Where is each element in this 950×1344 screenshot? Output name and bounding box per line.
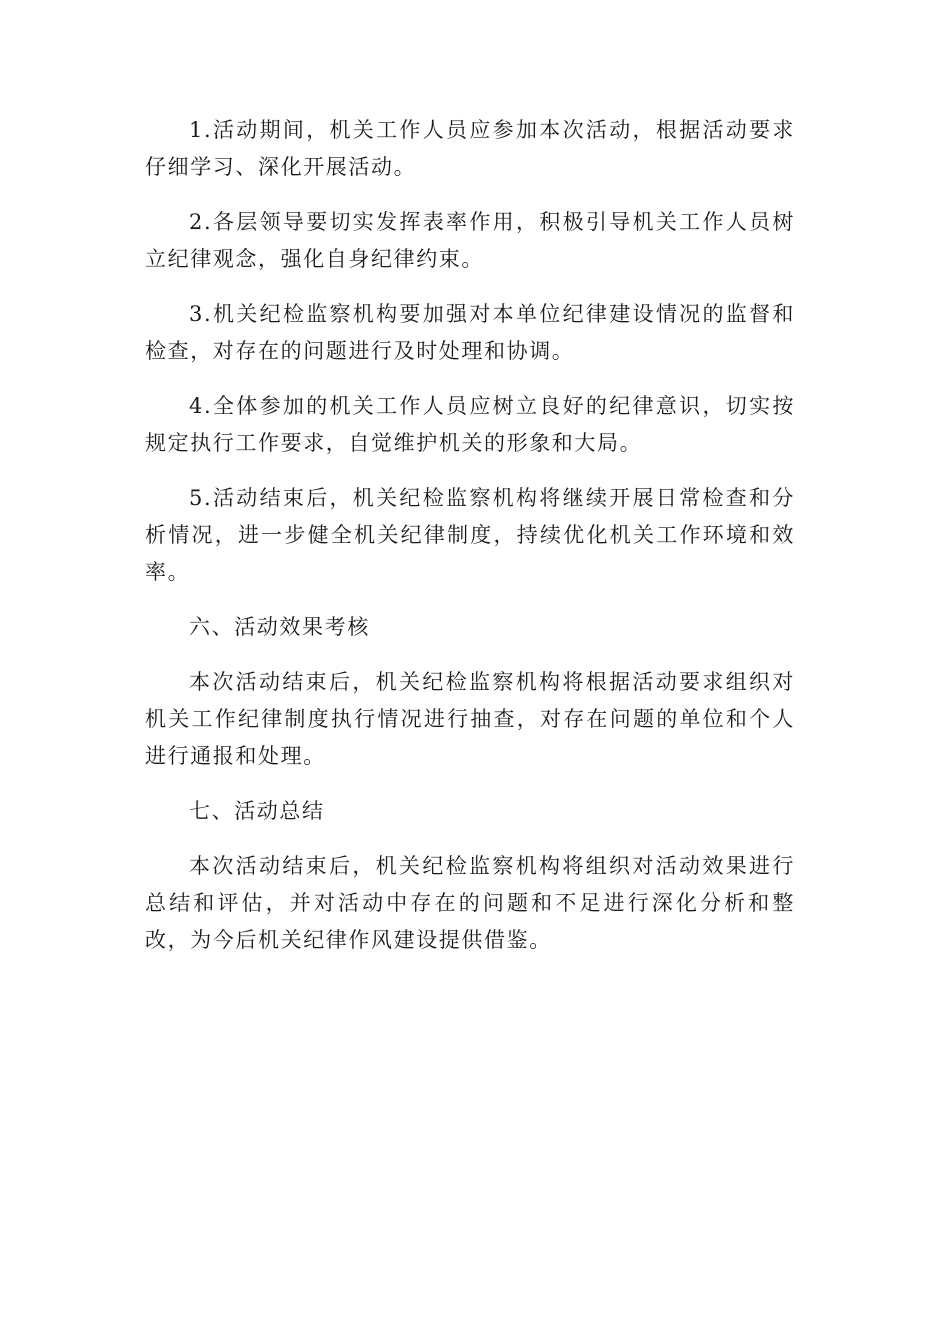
list-item-4: 4.全体参加的机关工作人员应树立良好的纪律意识，切实按规定执行工作要求，自觉维护机关的形象和大局。 [145, 394, 795, 455]
section-heading-summary: 七、活动总结 [189, 799, 325, 823]
section-heading-evaluation: 六、活动效果考核 [189, 615, 370, 639]
list-item-1: 1.活动期间，机关工作人员应参加本次活动，根据活动要求仔细学习、深化开展活动。 [145, 118, 795, 179]
list-item-3: 3.机关纪检监察机构要加强对本单位纪律建设情况的监督和检查，对存在的问题进行及时处理和协调。 [145, 302, 795, 363]
summary-paragraph: 本次活动结束后，机关纪检监察机构将组织对活动效果进行总结和评估，并对活动中存在的问题和不足进行深化分析和整改，为今后机关纪律作风建设提供借鉴。 [145, 854, 795, 952]
list-item-2: 2.各层领导要切实发挥表率作用，积极引导机关工作人员树立纪律观念，强化自身纪律约束。 [145, 210, 795, 271]
evaluation-paragraph: 本次活动结束后，机关纪检监察机构将根据活动要求组织对机关工作纪律制度执行情况进行抽查，对存在问题的单位和个人进行通报和处理。 [145, 670, 795, 768]
document-body [145, 112, 795, 977]
list-item-5: 5.活动结束后，机关纪检监察机构将继续开展日常检查和分析情况，进一步健全机关纪律制度，持续优化机关工作环境和效率。 [145, 486, 795, 584]
